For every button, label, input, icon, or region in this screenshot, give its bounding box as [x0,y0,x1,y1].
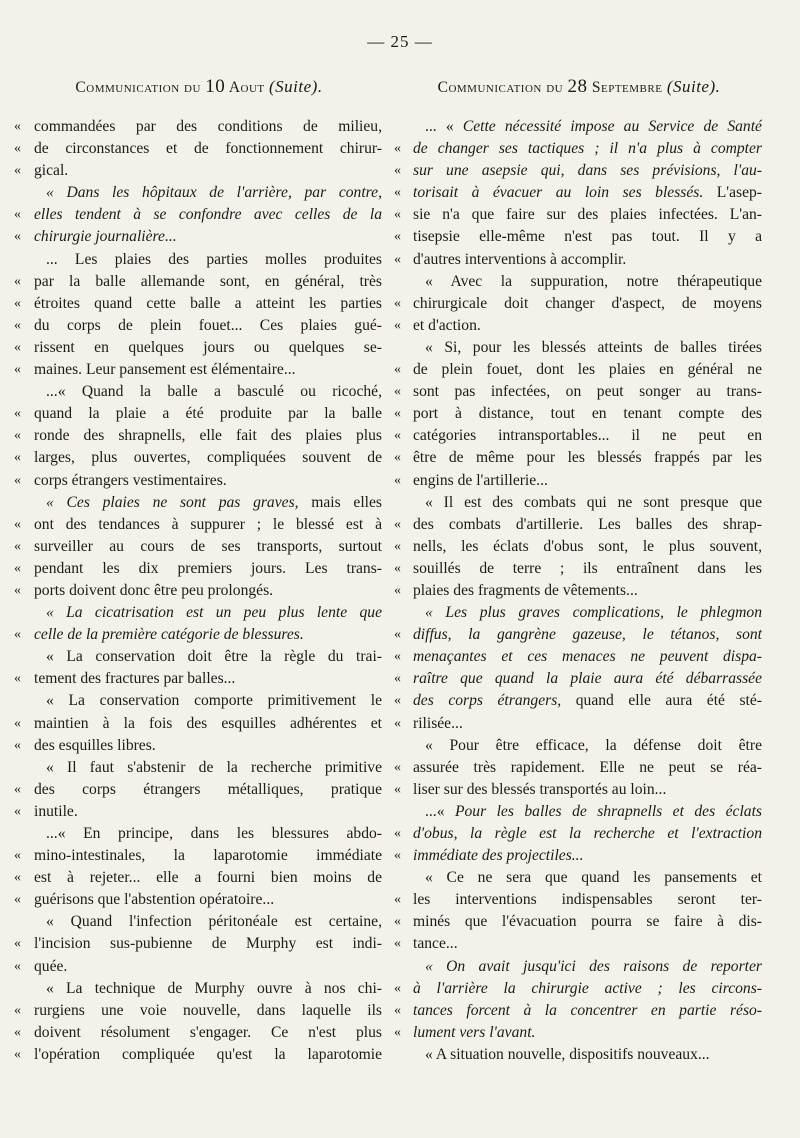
text-line [14,315,384,337]
text-line [394,889,764,911]
quote-mark: « [14,892,21,908]
text-line [14,337,384,359]
quote-mark: « [394,362,401,378]
quote-mark: « [394,472,401,488]
quote-mark: « [394,715,401,731]
text-line [14,447,384,469]
text-line [394,823,764,845]
line-text: inutile. [34,802,78,820]
quote-mark: « [14,317,21,333]
text-line [14,381,384,403]
text-line [14,293,384,315]
text-line [14,116,384,138]
quote-mark: « [14,803,21,819]
text-line [14,889,384,911]
text-line [14,690,384,712]
left-column-header [14,74,384,100]
quote-mark: « [394,1024,401,1040]
text-line [14,624,384,646]
line-text: des combats d'artillerie. Les balles des shrap- [413,515,762,533]
quote-mark: « [14,229,21,245]
line-text: « La conservation comporte primitivement le [46,692,382,710]
text-line [394,204,764,226]
line-text: corps étrangers vestimentaires. [34,471,227,489]
quote-mark: « [14,671,21,687]
text-line [394,602,764,624]
text-line [14,492,384,514]
header-suite: (Suite). [666,77,721,96]
text-line [394,956,764,978]
line-text: quand la plaie a été produite par la balle [34,405,382,423]
quote-mark: « [394,693,401,709]
text-line [14,249,384,271]
quote-mark: « [394,759,401,775]
text-line [14,271,384,293]
line-text: quée. [34,957,68,975]
text-line [14,580,384,602]
text-line [394,403,764,425]
text-line [394,911,764,933]
text-line [14,602,384,624]
text-line [394,646,764,668]
text-line [394,514,764,536]
line-text: chirurgie journalière... [34,228,177,246]
line-text: celle de la première catégorie de blessures. [34,626,304,644]
text-line [14,1022,384,1044]
quote-mark: « [394,185,401,201]
text-line [394,315,764,337]
quote-mark: « [394,295,401,311]
quote-mark: « [14,472,21,488]
line-text: « Avec la suppuration, notre thérapeutique [425,272,762,290]
line-text: ronde des shrapnells, elle fait des plaies plus [34,427,382,445]
line-text: d'autres interventions à accomplir. [413,250,627,268]
quote-mark: « [14,273,21,289]
line-text: d'obus, la règle est la recherche et l'extraction [413,825,762,842]
text-line [14,470,384,492]
line-text-part: L'asep- [703,184,762,202]
quote-mark: « [394,163,401,179]
line-text: à l'arrière la chirurgie active ; les circons- [413,979,762,997]
text-line [394,867,764,889]
text-line [14,823,384,845]
text-line [394,536,764,558]
quote-mark: « [394,582,401,598]
quote-mark: « [14,163,21,179]
text-line [14,978,384,1000]
line-text: tance... [413,935,458,953]
line-text: maintien à la fois des esquilles adhérentes et [34,714,382,732]
header-day: 28 [567,76,588,97]
quote-mark: « [394,892,401,908]
right-column-text [394,116,764,1066]
text-line [394,160,764,182]
text-line [14,558,384,580]
line-text: plaies des fragments de vêtements... [413,581,638,599]
quote-mark: « [394,428,401,444]
text-line [394,933,764,955]
quote-mark: « [394,627,401,643]
quote-mark: « [14,339,21,355]
quote-mark: « [394,538,401,554]
text-line [394,1022,764,1044]
header-suite: (Suite). [269,77,323,96]
line-text: chirurgicale doit changer d'aspect, de moyens [413,294,762,312]
quote-mark: « [394,936,401,952]
line-text-part: ... « [425,118,463,135]
quote-mark: « [14,781,21,797]
quote-mark: « [14,362,21,378]
text-line [394,249,764,271]
line-text: minés que l'évacuation pourra se faire à dis- [413,913,762,931]
line-text: tisepsie elle-même n'est pas tout. Il y a [413,228,762,246]
line-text: des esquilles libres. [34,736,156,754]
line-text: sur une asepsie qui, dans ses prévisions, l'au- [413,162,762,180]
line-text: est à rejeter... elle a fourni bien moins de [34,869,382,887]
text-line [394,668,764,690]
text-line [14,779,384,801]
line-text: raître que quand la plaie aura été débarrassée [413,670,762,688]
text-line [394,779,764,801]
line-text: « On avait jusqu'ici des raisons de reporter [425,957,762,975]
text-line [14,911,384,933]
line-text: tances forcent à la concentrer en partie réso- [413,1001,762,1019]
line-text: « Pour être efficace, la défense doit être [425,736,762,754]
quote-mark: « [14,141,21,157]
line-text: souillés de terre ; ils entraînent dans les [413,559,762,577]
line-text: diffus, la gangrène gazeuse, le tétanos, sont [413,626,762,644]
line-text: pendant les dix premiers jours. Les trans- [34,559,382,577]
line-text: immédiate des projectiles... [413,847,584,865]
line-text: « A situation nouvelle, dispositifs nouveaux... [425,1045,710,1063]
text-line [394,470,764,492]
text-line [14,713,384,735]
line-text-part: Cette nécessité impose au Service de Santé [462,118,762,135]
line-text: lument vers l'avant. [413,1023,536,1041]
text-line [14,646,384,668]
line-text: doivent résolument s'engager. Ce n'est plus [34,1023,382,1041]
line-text: engins de l'artillerie... [413,471,548,489]
quote-mark: « [394,781,401,797]
text-line [14,735,384,757]
text-line [14,933,384,955]
line-text: « La technique de Murphy ouvre à nos chi- [46,979,382,997]
text-line [394,492,764,514]
quote-mark: « [14,870,21,886]
text-line [394,558,764,580]
line-text-part: mais elles [298,493,382,511]
quote-mark: « [394,671,401,687]
line-text: l'incision sus-pubienne de Murphy est indi- [34,935,382,953]
header-month: Septembre [587,79,667,96]
quote-mark: « [394,826,401,841]
line-text: nells, les éclats d'obus sont, le plus souvent, [413,537,762,555]
quote-mark: « [394,516,401,532]
line-text: du corps de plein fouet... Ces plaies gué- [34,316,382,334]
line-text: port à distance, tout en tenant compte des [413,405,762,423]
line-text: « Il est des combats qui ne sont presque que [425,493,762,511]
quote-mark: « [14,1046,21,1062]
header-prefix: Communication du [437,79,568,96]
quote-mark: « [14,582,21,598]
quote-mark: « [394,560,401,576]
text-line [394,713,764,735]
line-text: rurgiens une voie nouvelle, dans laquelle ils [34,1001,382,1019]
text-line [14,425,384,447]
line-text-part: ...« [425,802,455,820]
right-column-header [394,74,764,100]
text-line [14,138,384,160]
quote-mark: « [14,450,21,466]
text-line [14,668,384,690]
line-text: et d'action. [413,316,481,334]
line-text: maines. Leur pansement est élémentaire... [34,361,296,379]
text-line [394,425,764,447]
quote-mark: « [394,450,401,466]
line-text: rissent en quelques jours ou quelques se- [34,338,382,356]
quote-mark: « [14,737,21,753]
text-line [394,337,764,359]
line-text: « Quand l'infection péritonéale est certaine, [46,913,382,931]
text-line [14,403,384,425]
line-text: elles tendent à se confondre avec celles de la [34,206,382,224]
text-line [14,845,384,867]
line-text: menaçantes et ces menaces ne peuvent dispa- [413,648,762,666]
text-line [394,182,764,204]
quote-mark: « [394,406,401,422]
text-line [14,514,384,536]
text-line [394,735,764,757]
quote-mark: « [394,141,401,157]
line-text: de changer ses tactiques ; il n'a plus à compter [413,140,762,158]
text-line [394,359,764,381]
text-line [394,580,764,602]
line-text: « La cicatrisation est un peu plus lente que [46,604,382,622]
line-text: l'opération compliquée qu'est la laparotomie [34,1045,382,1063]
quote-mark: « [394,914,401,930]
text-line [14,359,384,381]
quote-mark: « [394,848,401,864]
line-text: être de même pour les blessés frappés par les [413,449,762,467]
text-line [394,624,764,646]
quote-mark: « [14,958,21,974]
page-number: — 25 — [367,32,433,51]
text-line [14,226,384,248]
line-text: des corps étrangers métalliques, pratique [34,780,382,798]
text-line [14,867,384,889]
text-line [394,447,764,469]
quote-mark: « [394,980,401,996]
quote-mark: « [394,1002,401,1018]
text-line [394,801,764,823]
line-text-part: des corps étrangers, [413,692,562,710]
line-text: assurée très rapidement. Elle ne peut se réa- [413,758,762,776]
text-line [394,293,764,315]
left-column [14,74,384,1066]
quote-mark: « [14,428,21,444]
text-line [394,381,764,403]
right-column [394,74,764,1066]
quote-mark: « [14,936,21,952]
line-text: rilisée... [413,714,463,732]
line-text-part: torisait à évacuer au loin ses blessés. [413,184,704,202]
text-line [14,801,384,823]
text-line [394,138,764,160]
line-text: guérisons que l'abstention opératoire... [34,891,275,909]
text-line [14,160,384,182]
quote-mark: « [394,207,401,223]
quote-mark: « [14,406,21,422]
quote-mark: « [394,649,401,665]
line-text: les interventions indispensables seront ter- [413,891,762,909]
quote-mark: « [14,848,21,864]
line-text: de plein fouet, dont les plaies en général ne [413,361,762,379]
quote-mark: « [394,384,401,400]
quote-mark: « [14,715,21,731]
line-text: par la balle allemande sont, en général, très [34,272,382,290]
line-text: ports doivent donc être peu prolongés. [34,581,274,599]
line-text-part: quand elle aura été sté- [561,692,762,710]
text-line [394,690,764,712]
line-text-part: Pour les balles de shrapnells et des éclats [454,802,762,820]
line-text: catégories intransportables... il ne peut en [413,427,762,445]
line-text: « Les plus graves complications, le phlegmon [425,604,762,622]
text-line [394,1044,764,1066]
quote-mark: « [14,1024,21,1040]
line-text: de circonstances et de fonctionnement chirur- [34,140,382,158]
line-text: sie n'a que faire sur des plaies infectées. L'an- [413,206,762,224]
text-line [394,271,764,293]
quote-mark: « [14,560,21,576]
line-text: étroites quand cette balle a atteint les parties [34,294,382,312]
line-text: « Si, pour les blessés atteints de balles tirées [425,338,762,356]
text-line [14,536,384,558]
text-line [14,1000,384,1022]
text-line [394,845,764,867]
line-text: larges, plus ouvertes, compliquées souvent de [34,449,382,467]
line-text: tement des fractures par balles... [34,670,236,688]
line-text: « Il faut s'abstenir de la recherche primitive [46,758,382,776]
quote-mark: « [14,516,21,532]
line-text: gical. [34,162,69,180]
text-line [394,116,764,138]
header-day: 10 [205,76,226,97]
text-line [394,978,764,1000]
line-text: mino-intestinales, la laparotomie immédiate [34,847,382,865]
quote-mark: « [14,627,21,643]
header-prefix: Communication du [75,79,206,96]
text-line [394,757,764,779]
line-text-part: « Ces plaies ne sont pas graves, [46,493,299,511]
quote-mark: « [14,295,21,311]
header-month: Aout [225,79,269,96]
quote-mark: « [14,538,21,554]
line-text: ...« Quand la balle a basculé ou ricoché, [46,383,382,401]
text-line [14,1044,384,1066]
text-line [14,182,384,204]
line-text: surveiller au cours de ses transports, surtout [34,537,382,555]
quote-mark: « [14,1002,21,1018]
quote-mark: « [14,119,21,134]
quote-mark: « [394,251,401,267]
text-line [14,204,384,226]
left-column-text [14,116,384,1066]
quote-mark: « [394,317,401,333]
quote-mark: « [394,229,401,245]
text-line [394,1000,764,1022]
line-text: sont pas infectées, on peut songer au trans- [413,383,762,401]
line-text: « Ce ne sera que quand les pansements et [425,869,762,887]
line-text: ... Les plaies des parties molles produites [46,250,382,268]
line-text: ont des tendances à suppurer ; le blessé est à [34,515,382,533]
line-text: « La conservation doit être la règle du trai- [46,648,382,666]
text-line [14,956,384,978]
text-line [14,757,384,779]
quote-mark: « [14,207,21,223]
text-line [394,226,764,248]
line-text: ...« En principe, dans les blessures abdo- [46,825,382,842]
line-text: liser sur des blessés transportés au loin... [413,780,667,798]
line-text: commandées par des conditions de milieu, [34,118,382,135]
line-text: « Dans les hôpitaux de l'arrière, par contre, [46,184,382,202]
